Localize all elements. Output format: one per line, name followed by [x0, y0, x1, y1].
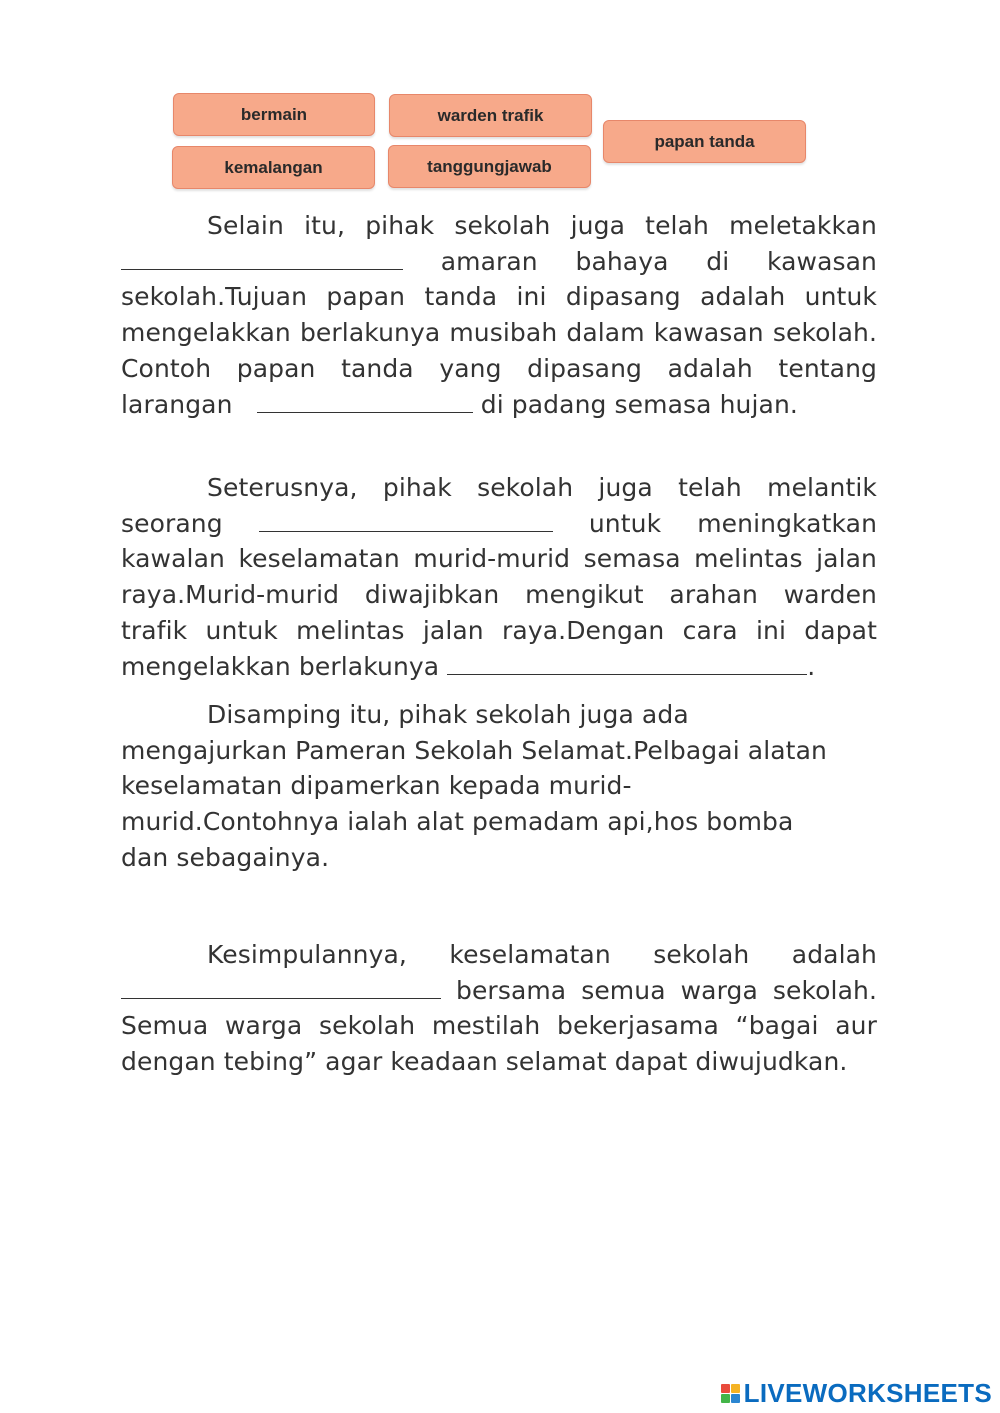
answer-blank-2[interactable] [257, 388, 473, 413]
answer-blank-5[interactable] [121, 974, 441, 999]
liveworksheets-logo-icon [721, 1384, 740, 1403]
paragraph-2-text-c: . [807, 651, 816, 681]
paragraph-3 [121, 697, 877, 876]
paragraph-1-text-a: Selain itu, pihak sekolah juga telah meletakkan [207, 211, 877, 240]
paragraph-4 [121, 937, 877, 1080]
paragraph-1 [121, 208, 877, 422]
word-chip-warden-trafik[interactable]: warden trafik [389, 94, 592, 137]
paragraph-3-line-2: mengajurkan Pameran Sekolah Selamat.Pelbagai alatan [121, 735, 827, 765]
paragraph-3-line-1: Disamping itu, pihak sekolah juga ada [207, 700, 689, 729]
word-chip-bermain[interactable]: bermain [173, 93, 375, 136]
answer-blank-3[interactable] [259, 507, 553, 532]
brand-name: LIVEWORKSHEETS [743, 1377, 992, 1408]
answer-blank-4[interactable] [447, 650, 807, 675]
word-chip-tanggungjawab[interactable]: tanggungjawab [388, 145, 591, 188]
paragraph-2 [121, 470, 877, 684]
answer-blank-1[interactable] [121, 245, 403, 270]
paragraph-4-text-b: bersama semua warga sekolah. Semua warga sekolah mestilah bekerjasama “bagai aur dengan tebing” agar keadaan selamat dapat diwujudkan. [121, 975, 878, 1077]
paragraph-3-line-3: keselamatan dipamerkan kepada murid- [121, 771, 632, 801]
word-chip-kemalangan[interactable]: kemalangan [172, 146, 375, 189]
paragraph-2-text-a: Seterusnya, pihak sekolah juga telah melantik seorang [121, 473, 877, 538]
paragraph-1-text-b: amaran bahaya di kawasan sekolah.Tujuan papan tanda ini dipasang adalah untuk mengelakkan berlakunya musibah dalam kawasan sekolah. Contoh papan tanda yang dipasang adalah tentang larangan [121, 246, 877, 419]
paragraph-3-line-5: dan sebagainya. [121, 842, 330, 872]
paragraph-2-text-b: untuk meningkatkan kawalan keselamatan murid-murid semasa melintas jalan raya.Murid-murid diwajibkan mengikut arahan warden trafik untuk melintas jalan raya.Dengan cara ini dapat mengelakkan berlakunya [121, 508, 878, 681]
paragraph-1-text-c: di padang semasa hujan. [480, 389, 798, 419]
word-chip-papan-tanda[interactable]: papan tanda [603, 120, 806, 163]
liveworksheets-brand [721, 1379, 992, 1407]
paragraph-4-text-a: Kesimpulannya, keselamatan sekolah adalah [207, 940, 877, 969]
paragraph-3-line-4: murid.Contohnya ialah alat pemadam api,hos bomba [121, 807, 794, 837]
